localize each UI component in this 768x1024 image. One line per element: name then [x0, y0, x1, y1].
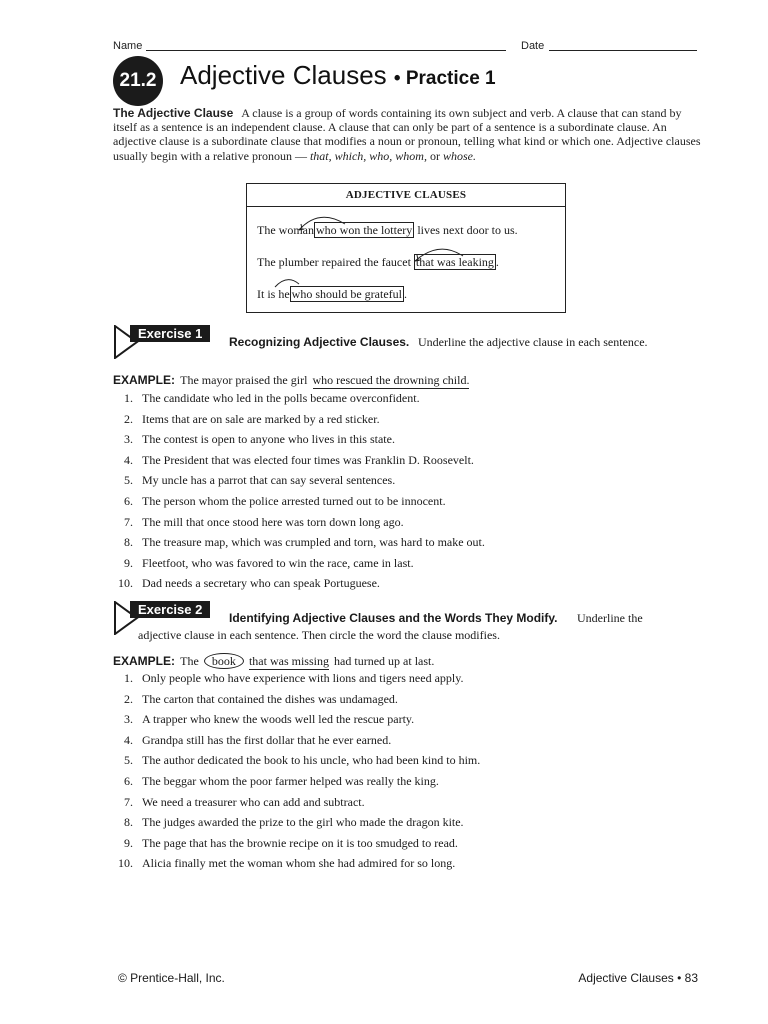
exercise-2-list: [113, 671, 713, 877]
exercise-1-heading: Recognizing Adjective Clauses.: [229, 335, 410, 349]
copyright: © Prentice-Hall, Inc.: [118, 971, 225, 985]
exercise-2-instructions-1: Underline the: [577, 611, 643, 625]
sentence[interactable]: Alicia finally met the woman whom she had admired for so long.: [142, 856, 456, 871]
example-underlined-clause: that was missing: [248, 654, 329, 668]
example-after: .: [403, 287, 407, 301]
list-item: 2. The carton that contained the dishes was undamaged.: [124, 691, 398, 706]
exercise-2-example: [113, 650, 434, 669]
list-item: 4. The President that was elected four times was Franklin D. Roosevelt.: [124, 452, 474, 467]
example-clause: who won the lottery: [315, 223, 413, 237]
example-sentence-start: The mayor praised the girl: [180, 373, 308, 387]
page-title: [180, 60, 496, 91]
exercise-2-banner: [113, 601, 713, 642]
box-example-1: [257, 223, 518, 238]
sentence[interactable]: Only people who have experience with lions and tigers need apply.: [142, 671, 464, 685]
example-the: The: [180, 654, 199, 668]
list-item: 10. Dad needs a secretary who can speak Portuguese.: [118, 576, 380, 591]
example-clause: that was leaking: [415, 255, 494, 269]
example-label: EXAMPLE:: [113, 373, 176, 387]
example-sentence-end: had turned up at last.: [334, 654, 435, 668]
sentence[interactable]: The President that was elected four times was Franklin D. Roosevelt.: [142, 452, 474, 467]
exercise-2-instructions-2: adjective clause in each sentence. Then circle the word the clause modifies.: [138, 628, 500, 642]
box-example-3: [257, 287, 407, 302]
list-item: 3. The contest is open to anyone who lives in this state.: [124, 432, 395, 447]
date-field[interactable]: [549, 50, 697, 51]
date-label: Date: [521, 40, 545, 52]
list-item: 5. The author dedicated the book to his uncle, who had been kind to him.: [124, 753, 481, 768]
intro-lead: The Adjective Clause: [113, 106, 234, 120]
list-item: 10. Alicia finally met the woman whom she had admired for so long.: [118, 856, 456, 871]
title-main: Adjective Clauses: [180, 60, 387, 90]
example-label: EXAMPLE:: [113, 654, 176, 668]
list-item: 6. The person whom the police arrested turned out to be innocent.: [124, 493, 446, 508]
sentence[interactable]: Items that are on sale are marked by a red sticker.: [142, 411, 380, 426]
sentence[interactable]: The candidate who led in the polls became overconfident.: [142, 391, 420, 405]
name-label: Name: [113, 40, 143, 52]
list-item: 8. The judges awarded the prize to the girl who made the dragon kite.: [124, 815, 464, 830]
list-item: 1. Only people who have experience with lions and tigers need apply.: [124, 671, 464, 685]
list-item: 7. The mill that once stood here was torn down long ago.: [124, 514, 404, 529]
sentence[interactable]: A trapper who knew the woods well led the rescue party.: [142, 712, 415, 727]
sentence[interactable]: The beggar whom the poor farmer helped was really the king.: [142, 773, 439, 788]
sentence[interactable]: The carton that contained the dishes was undamaged.: [142, 691, 398, 706]
intro-paragraph: [113, 106, 703, 163]
example-before: The woman: [257, 223, 314, 237]
list-item: 4. Grandpa still has the first dollar that he ever earned.: [124, 732, 392, 747]
example-underlined-clause: who rescued the drowning child.: [312, 373, 470, 387]
example-after: .: [495, 255, 499, 269]
sentence[interactable]: The contest is open to anyone who lives in this state.: [142, 432, 395, 447]
example-before: The plumber repaired the faucet: [257, 255, 411, 269]
sentence[interactable]: We need a treasurer who can add and subtract.: [142, 794, 365, 809]
intro-pronouns: that, which, who, whom,: [309, 148, 427, 163]
sentence[interactable]: The treasure map, which was crumpled and torn, was hard to make out.: [142, 535, 485, 550]
name-field[interactable]: [146, 50, 506, 51]
intro-or: or: [429, 148, 440, 163]
list-item: 9. Fleetfoot, who was favored to win the race, came in last.: [124, 555, 414, 570]
exercise-1-tab: Exercise 1: [130, 325, 210, 342]
sentence[interactable]: The judges awarded the prize to the girl who made the dragon kite.: [142, 815, 464, 830]
list-item: 6. The beggar whom the poor farmer helped was really the king.: [124, 773, 439, 788]
page-number: Adjective Clauses • 83: [578, 971, 698, 985]
example-circled-word: book: [204, 653, 244, 669]
example-after: lives next door to us.: [417, 223, 518, 237]
list-item: 2. Items that are on sale are marked by a red sticker.: [124, 411, 380, 426]
list-item: 8. The treasure map, which was crumpled and torn, was hard to make out.: [124, 535, 485, 550]
example-before: It is he: [257, 287, 290, 301]
exercise-1-list: [113, 391, 713, 597]
example-clause: who should be grateful: [291, 287, 402, 301]
adjective-clauses-box: [246, 183, 566, 313]
sentence[interactable]: The page that has the brownie recipe on it is too smudged to read.: [142, 835, 458, 850]
sentence[interactable]: The mill that once stood here was torn down long ago.: [142, 514, 404, 529]
title-sub: • Practice 1: [393, 68, 496, 89]
sentence[interactable]: The person whom the police arrested turned out to be innocent.: [142, 493, 446, 508]
exercise-1-banner: [113, 325, 713, 359]
list-item: 5. My uncle has a parrot that can say several sentences.: [124, 473, 396, 488]
intro-last: whose.: [442, 148, 476, 163]
sentence[interactable]: Dad needs a secretary who can speak Portuguese.: [142, 576, 380, 591]
list-item: 7. We need a treasurer who can add and subtract.: [124, 794, 365, 809]
box-example-2: [257, 255, 499, 270]
exercise-2-tab: Exercise 2: [130, 601, 210, 618]
list-item: 3. A trapper who knew the woods well led the rescue party.: [124, 712, 415, 727]
sentence[interactable]: The author dedicated the book to his uncle, who had been kind to him.: [142, 753, 481, 768]
exercise-1-example: [113, 369, 469, 388]
list-item: 9. The page that has the brownie recipe on it is too smudged to read.: [124, 835, 458, 850]
section-badge: 21.2: [113, 56, 163, 106]
box-heading: ADJECTIVE CLAUSES: [247, 184, 565, 207]
sentence[interactable]: Fleetfoot, who was favored to win the race, came in last.: [142, 555, 414, 570]
sentence[interactable]: My uncle has a parrot that can say several sentences.: [142, 473, 396, 488]
intro-text: A clause is a group of words containing its own subject and verb. A clause that can stand by itself as a sentence is an independent clause. A clause that can only be part of a sentence is a subordinate clause. An adjective clause is a subordinate clause that modifies a noun or pronoun, telling what kind or which one. Adjective clauses usually begin with a relative pronoun —: [113, 106, 701, 163]
exercise-2-heading: Identifying Adjective Clauses and the Words They Modify.: [229, 611, 558, 625]
list-item: 1. The candidate who led in the polls became overconfident.: [124, 391, 420, 405]
exercise-1-instructions: Underline the adjective clause in each sentence.: [418, 335, 648, 349]
sentence[interactable]: Grandpa still has the first dollar that he ever earned.: [142, 732, 392, 747]
